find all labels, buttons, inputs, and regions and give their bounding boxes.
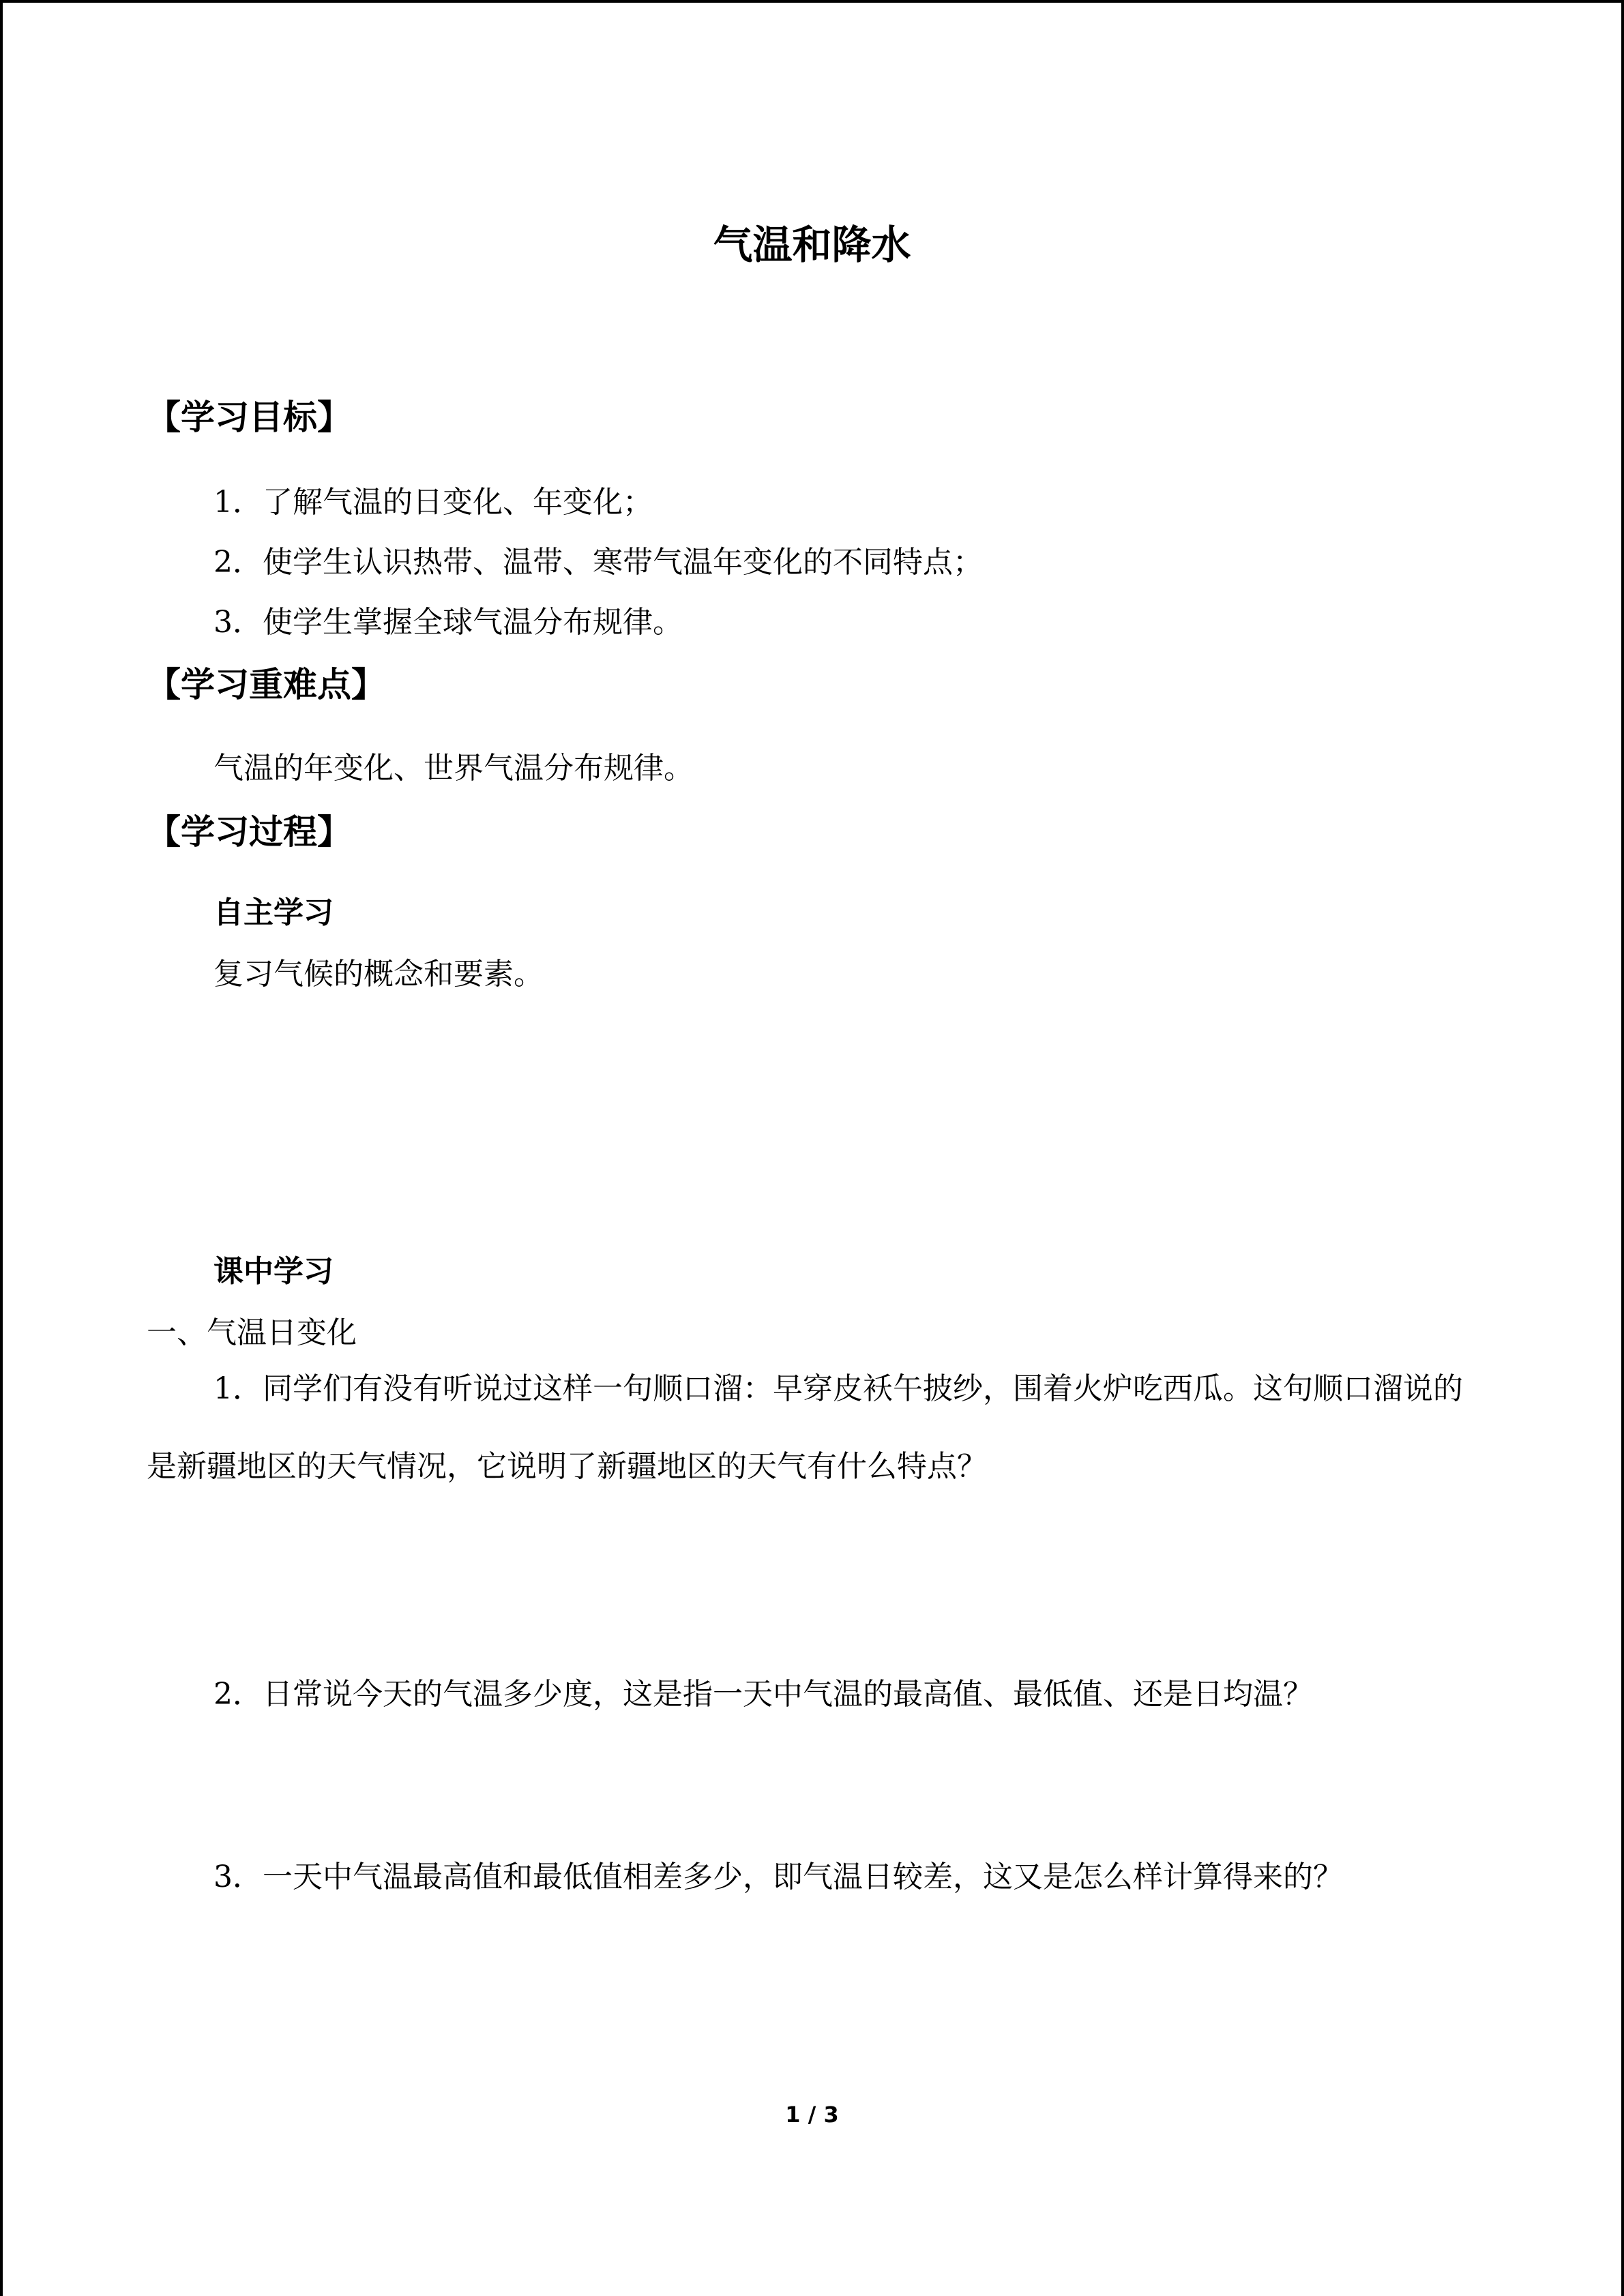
keypoints-heading: 【学习重难点】 [147,665,385,704]
document-title: 气温和降水 [713,222,911,268]
process-heading: 【学习过程】 [147,812,351,852]
self-study-heading: 自主学习 [213,895,334,930]
objective-item-3: 3．使学生掌握全球气温分布规律。 [213,605,683,640]
objectives-heading: 【学习目标】 [147,398,351,437]
part-one-heading: 一、气温日变化 [147,1315,357,1350]
objective-item-2: 2．使学生认识热带、温带、寒带气温年变化的不同特点； [213,545,983,580]
keypoints-text: 气温的年变化、世界气温分布规律。 [213,751,694,786]
question-3: 3．一天中气温最高值和最低值相差多少，即气温日较差，这又是怎么样计算得来的？ [213,1860,1343,1894]
class-study-heading: 课中学习 [213,1254,334,1289]
page-number: 1 / 3 [785,2102,839,2128]
self-study-text: 复习气候的概念和要素。 [213,957,544,992]
objective-item-1: 1．了解气温的日变化、年变化； [213,485,653,520]
question-1: 1．同学们有没有听说过这样一句顺口溜：早穿皮袄午披纱，围着火炉吃西瓜。这句顺口溜说的是新疆地区的天气情况，它说明了新疆地区的天气有什么特点？ [147,1371,1463,1484]
question-2: 2．日常说今天的气温多少度，这是指一天中气温的最高值、最低值、还是日均温？ [213,1677,1313,1712]
